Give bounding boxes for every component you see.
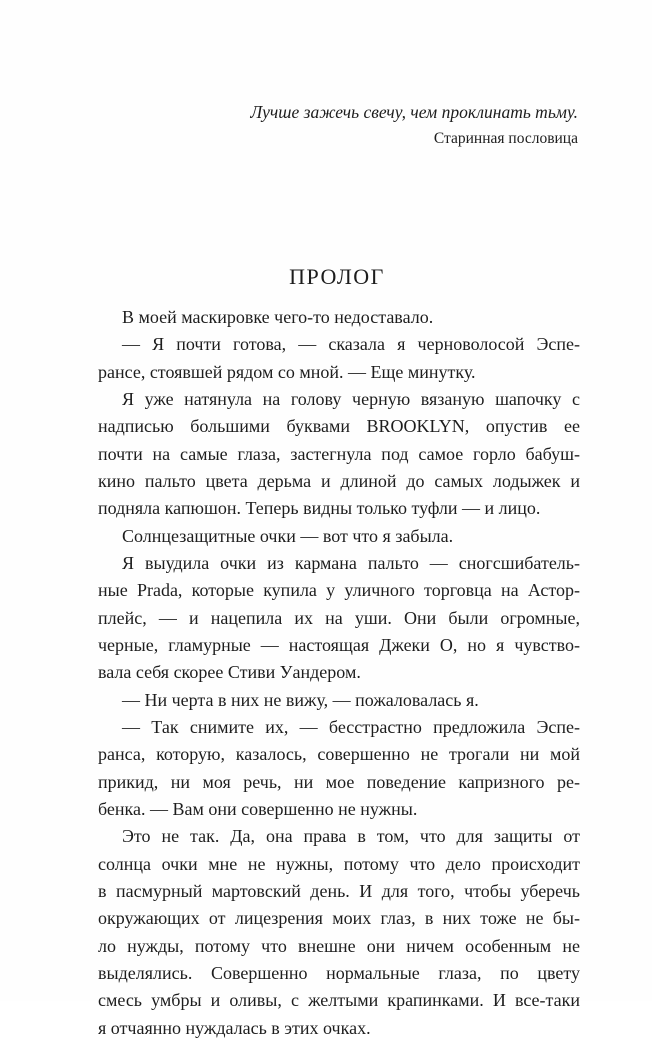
epigraph-source: Старинная пословица [433, 130, 578, 147]
text-line: плейс, — и нацепила их на уши. Они были огромные, [98, 607, 580, 628]
chapter-title: ПРОЛОГ [289, 264, 385, 289]
text-line: выделялись. Совершенно нормальные глаза, по цвету [98, 962, 580, 983]
text-line: прикид, ни моя речь, ни мое поведение капризного ре- [98, 771, 580, 792]
text-line: смесь умбры и оливы, с желтыми крапинками. И все-таки [98, 990, 580, 1011]
text-line: — Так снимите их, — бесстрастно предложила Эспе- [122, 716, 580, 737]
text-line: В моей маскировке чего-то недоставало. [122, 307, 434, 327]
text-line: я отчаянно нуждалась в этих очках. [98, 1017, 371, 1038]
text-line: Я выудила очки из кармана пальто — сногсшибатель- [122, 552, 580, 573]
text-line: в пасмурный мартовский день. И для того, чтобы уберечь [98, 880, 580, 901]
text-line: ные Prada, которые купила у уличного торговца на Астор- [98, 580, 580, 601]
text-line: ранса, которую, казалось, совершенно не трогали ни мой [98, 744, 580, 765]
text-line: окружающих от лицезрения моих глаз, в них тоже не бы- [98, 908, 580, 929]
epigraph-quote: Лучше зажечь свечу, чем проклинать тьму. [250, 102, 578, 122]
text-line: Я уже натянула на голову черную вязаную шапочку с [122, 388, 580, 409]
text-line: кино пальто цвета дерьма и длиной до самых лодыжек и [98, 470, 580, 491]
text-line: надписью большими буквами BROOKLYN, опустив ее [98, 416, 580, 437]
text-line: рансе, стоявшей рядом со мной. — Еще минутку. [98, 361, 476, 382]
text-line: Солнцезащитные очки — вот что я забыла. [122, 525, 454, 546]
text-line: — Я почти готова, — сказала я черноволосой Эспе- [122, 334, 580, 355]
text-line: бенка. — Вам они совершенно не нужны. [98, 798, 418, 819]
text-line: солнца очки мне не нужны, потому что дело происходит [98, 853, 580, 874]
text-line: черные, гламурные — настоящая Джеки О, но я чувство- [98, 634, 580, 655]
text-line: ло нужды, потому что внешне они ничем особенным не [98, 935, 580, 956]
text-line: вала себя скорее Стиви Уандером. [98, 662, 361, 683]
text-line: Это не так. Да, она права в том, что для защиты от [122, 826, 580, 847]
text-line: — Ни черта в них не вижу, — пожаловалась я. [122, 689, 479, 710]
text-line: подняла капюшон. Теперь видны только туфли — и лицо. [98, 498, 541, 519]
text-line: почти на самые глаза, застегнула под самое горло бабуш- [98, 443, 580, 464]
prologue-text [98, 304, 580, 1042]
